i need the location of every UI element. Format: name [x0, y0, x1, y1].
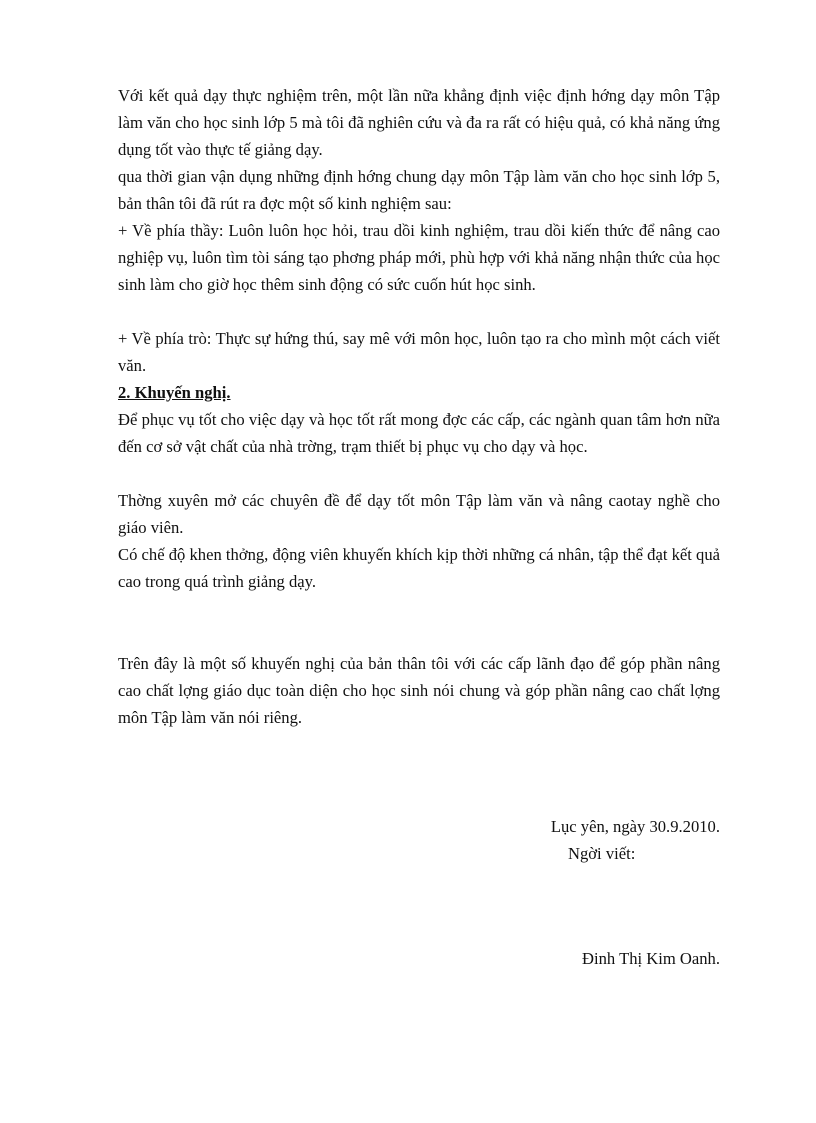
section-heading-recommendations: 2. Khuyến nghị. [118, 383, 231, 402]
signature-place-date: Lục yên, ngày 30.9.2010. [550, 817, 720, 836]
paragraph-recommendation-rewards: Có chế độ khen thởng, động viên khuyến khích kịp thời những cá nhân, tập thể đạt kết quả cao trong quá trình giảng dạy. [118, 545, 720, 591]
signature-author-name: Đinh Thị Kim Oanh. [582, 949, 720, 968]
paragraph-recommendation-facilities: Để phục vụ tốt cho việc dạy và học tốt rất mong đợc các cấp, các ngành quan tâm hơn nữa đến cơ sở vật chất của nhà trờng, trạm thiết bị phục vụ cho dạy và học. [118, 410, 720, 456]
paragraph-experience-intro: qua thời gian vận dụng những định hớng chung dạy môn Tập làm văn cho học sinh lớp 5, bản thân tôi đã rút ra đợc một số kinh nghiệm sau: [118, 167, 720, 213]
paragraph-results-conclusion: Với kết quả dạy thực nghiệm trên, một lần nữa khẳng định việc định hớng dạy môn Tập làm văn cho học sinh lớp 5 mà tôi đã nghiên cứu và đa ra rất có hiệu quả, có khả năng ứng dụng tốt vào thực tế giảng dạy. [118, 86, 720, 159]
paragraph-recommendation-workshops: Thờng xuyên mở các chuyên đề để dạy tốt môn Tập làm văn và nâng caotay nghề cho giáo viên. [118, 491, 720, 537]
paragraph-teacher-side: + Về phía thầy: Luôn luôn học hỏi, trau dồi kinh nghiệm, trau dồi kiến thức để nâng cao nghiệp vụ, luôn tìm tòi sáng tạo phơng pháp mới, phù hợp với khả năng nhận thức của học sinh làm cho giờ học thêm sinh động có sức cuốn hút học sinh. [118, 221, 720, 294]
signature-writer-label: Ngời viết: [568, 844, 636, 863]
paragraph-student-side: + Về phía trò: Thực sự hứng thú, say mê với môn học, luôn tạo ra cho mình một cách viết văn. [118, 329, 720, 375]
paragraph-closing-summary: Trên đây là một số khuyến nghị của bản thân tôi với các cấp lãnh đạo để góp phần nâng cao chất lợng giáo dục toàn diện cho học sinh nói chung và góp phần nâng cao chất lợng môn Tập làm văn nói riêng. [118, 654, 720, 727]
